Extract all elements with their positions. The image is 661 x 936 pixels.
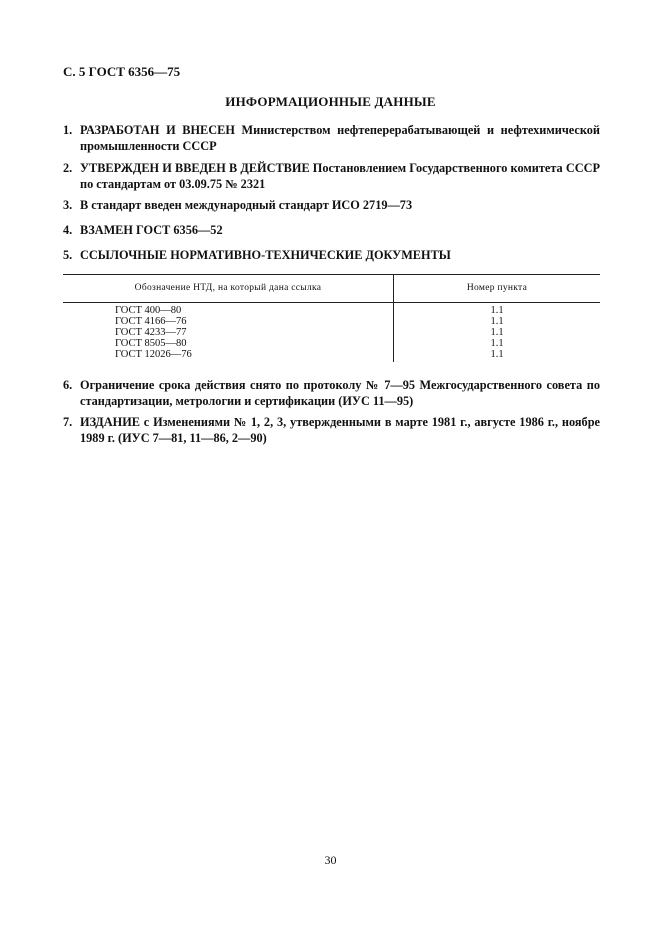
table-header-rule — [63, 302, 600, 303]
table-row — [63, 338, 600, 349]
item-number: 5. — [63, 248, 73, 262]
page-number: 30 — [324, 853, 337, 867]
table-cell-document: ГОСТ 4166—76 — [115, 316, 187, 327]
item-number: 1. — [63, 123, 73, 137]
info-item-2 — [63, 160, 600, 192]
item-text: РАЗРАБОТАН И ВНЕСЕН Министерством нефтеперерабатывающей и нефтехимической промышленности СССР — [80, 123, 600, 153]
item-number: 4. — [63, 223, 73, 237]
table-row — [63, 316, 600, 327]
item-text: ВЗАМЕН ГОСТ 6356—52 — [80, 223, 223, 237]
table-cell-document: ГОСТ 8505—80 — [115, 338, 187, 349]
table-cell-document: ГОСТ 4233—77 — [115, 327, 187, 338]
page-header: С. 5 ГОСТ 6356—75 — [63, 64, 181, 79]
table-top-rule — [63, 274, 600, 275]
table-row — [63, 349, 600, 360]
info-item-3 — [63, 197, 600, 213]
item-text: УТВЕРЖДЕН И ВВЕДЕН В ДЕЙСТВИЕ Постановлением Государственного комитета СССР по стандартам от 03.09.75 № 2321 — [80, 161, 600, 191]
item-text: ССЫЛОЧНЫЕ НОРМАТИВНО-ТЕХНИЧЕСКИЕ ДОКУМЕНТЫ — [80, 248, 451, 262]
table-row — [63, 305, 600, 316]
item-text: ИЗДАНИЕ с Изменениями № 1, 2, 3, утвержденными в марте 1981 г., августе 1986 г., ноябре 1989 г. (ИУС 7—81, 11—86, 2—90) — [80, 415, 600, 445]
info-item-5 — [63, 247, 600, 263]
item-number: 7. — [63, 415, 73, 429]
table-row — [63, 327, 600, 338]
table-body — [63, 305, 600, 360]
item-number: 2. — [63, 161, 73, 175]
section-title: ИНФОРМАЦИОННЫЕ ДАННЫЕ — [225, 94, 436, 109]
table-header-document: Обозначение НТД, на который дана ссылка — [134, 283, 322, 293]
table-cell-document: ГОСТ 400—80 — [115, 305, 182, 316]
info-item-7 — [63, 414, 600, 446]
table-cell-clause: 1.1 — [490, 338, 504, 349]
info-item-6 — [63, 377, 600, 409]
table-cell-clause: 1.1 — [490, 316, 504, 327]
info-item-1 — [63, 122, 600, 154]
table-header-clause: Номер пункта — [466, 283, 528, 293]
item-number: 3. — [63, 198, 73, 212]
info-item-4 — [63, 222, 600, 238]
table-cell-document: ГОСТ 12026—76 — [115, 349, 192, 360]
table-cell-clause: 1.1 — [490, 349, 504, 360]
reference-table — [63, 274, 600, 362]
item-number: 6. — [63, 378, 73, 392]
table-cell-clause: 1.1 — [490, 327, 504, 338]
item-text: В стандарт введен международный стандарт ИСО 2719—73 — [80, 198, 413, 212]
item-text: Ограничение срока действия снято по протоколу № 7—95 Межгосударственного совета по стандартизации, метрологии и сертификации (ИУС 11—95) — [80, 378, 600, 408]
table-cell-clause: 1.1 — [490, 305, 504, 316]
